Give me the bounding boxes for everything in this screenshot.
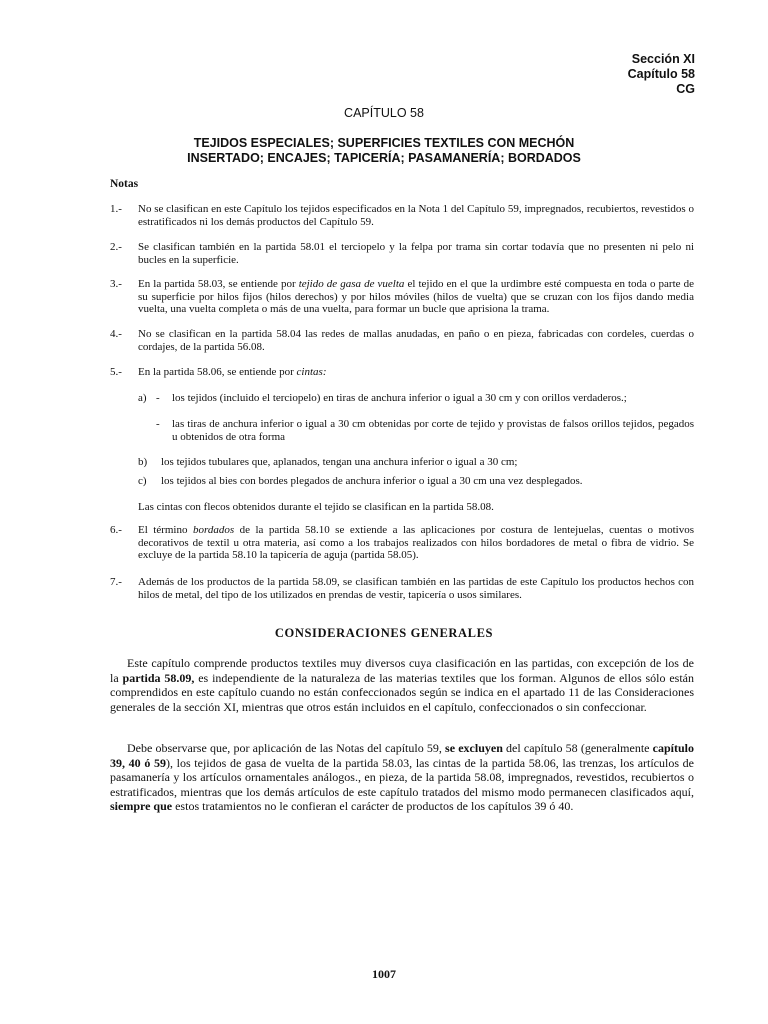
note-number: 6.- — [110, 524, 122, 536]
paragraph-2: Debe observarse que, por aplicación de las Notas del capítulo 59, se excluyen del capítulo 58 (generalmente capítulo 39, 40 ó 59), los tejidos de gasa de vuelta de la partida 58.03, las cintas de la partida 58.06, las trenzas, los artículos de pasamanería y los artículos ornamentales análogos., en pieza, de la partida 58.08, impregnados, revestidos, recubiertos o estratificados, mientras que los demás artículos de este capítulo tratados del mismo modo permanecen clasificados aquí, siempre que estos tratamientos no le confieran el carácter de productos de los capítulos 39 ó 40. — [110, 741, 694, 814]
note-5 — [110, 366, 694, 379]
page-number: 1007 — [372, 967, 396, 981]
note-number: 2.- — [110, 241, 122, 253]
item-a1-text: los tejidos (incluido el terciopelo) en tiras de anchura inferior o igual a 30 cm y con orillos verdaderos.; — [172, 392, 627, 404]
note-number: 4.- — [110, 328, 122, 340]
chapter-label: CAPÍTULO 58 — [344, 106, 424, 120]
note-number: 3.- — [110, 278, 122, 290]
note-6 — [110, 524, 694, 562]
title-line-1: TEJIDOS ESPECIALES; SUPERFICIES TEXTILES CON MECHÓN — [193, 136, 575, 150]
note-2 — [110, 241, 694, 266]
note-4 — [110, 328, 694, 353]
item-c-label: c) — [138, 475, 147, 487]
section-header — [628, 52, 695, 97]
term-gasa-de-vuelta: tejido de gasa de vuelta — [298, 278, 405, 290]
item-a1-dash: - — [156, 392, 160, 404]
item-a2-dash: - — [156, 418, 160, 430]
note-number: 7.- — [110, 576, 122, 588]
item-a2-text: las tiras de anchura inferior o igual a 30 cm obtenidas por corte de tejido y provistas de falsos orillos tejidos, pegados u obtenidos de otra forma — [172, 418, 694, 443]
paragraph-1: Este capítulo comprende productos textiles muy diversos cuya clasificación en las partidas, con excepción de los de la partida 58.09, es independiente de la naturaleza de las materias textiles que los forman. Algunos de ellos sólo están comprendidos en este capítulo cuando no están confeccionados según se indica en el apartado 11 de las Consideraciones generales de la sección XI, mientras que otros están incluidos en el capítulo, confeccionados o sin confeccionar. — [110, 656, 694, 714]
header-section: Sección XI — [631, 52, 695, 66]
general-considerations-heading: CONSIDERACIONES GENERALES — [274, 626, 494, 640]
term-cintas: cintas: — [296, 366, 327, 378]
note-number: 1.- — [110, 203, 122, 215]
note-text: En la partida 58.06, se entiende por cintas: — [138, 366, 327, 378]
note-text: Además de los productos de la partida 58.09, se clasifican también en las partidas de este Capítulo los productos hechos con hilos de metal, del tipo de los utilizados en prendas de vestir, tapicería o usos similares. — [138, 576, 694, 601]
note-text: No se clasifican en este Capítulo los tejidos especificados en la Nota 1 del Capítulo 59, impregnados, recubiertos, revestidos o estratificados ni los demás productos del Capítulo 59. — [138, 203, 694, 228]
note-1 — [110, 203, 694, 228]
item-b-label: b) — [138, 456, 148, 468]
note-text: El término bordados de la partida 58.10 se extiende a las aplicaciones por costura de lentejuelas, cuentas o motivos decorativos de textil u otra materia, así como a los trabajos realizados con hilos bordadores de metal o fibra de vidrio. Se excluye de la partida 58.10 la tapicería de aguja (partida 58.05). — [138, 524, 694, 561]
note-text: En la partida 58.03, se entiende por tejido de gasa de vuelta el tejido en el que la urdimbre esté compuesta en toda o parte de su superficie por hilos fijos (hilos derechos) y por hilos móviles (hilos de vuelta) que se cruzan con los fijos dando media vuelta, una vuelta completa o más de una vuelta, para formar un bucle que aprisiona la trama. — [138, 278, 694, 315]
notes-heading: Notas — [110, 178, 139, 190]
term-bordados: bordados — [192, 524, 235, 536]
note-number: 5.- — [110, 366, 122, 378]
item-c-text: los tejidos al bies con bordes plegados de anchura inferior o igual a 30 cm una vez desplegados. — [161, 475, 583, 487]
note-text: Se clasifican también en la partida 58.01 el terciopelo y la felpa por trama sin cortar todavía que no presenten ni pelo ni bucles en la superficie. — [138, 241, 694, 266]
item-b-text: los tejidos tubulares que, aplanados, tengan una anchura inferior o igual a 30 cm; — [161, 456, 518, 468]
item-a-label: a) — [138, 392, 147, 404]
note-5-closing: Las cintas con flecos obtenidos durante el tejido se clasifican en la partida 58.08. — [138, 501, 494, 513]
note-7 — [110, 576, 694, 601]
note-3 — [110, 278, 694, 316]
title-line-2: INSERTADO; ENCAJES; TAPICERÍA; PASAMANERÍA; BORDADOS — [187, 150, 581, 165]
header-cg: CG — [676, 82, 695, 96]
chapter-title — [0, 136, 768, 165]
note-text: No se clasifican en la partida 58.04 las redes de mallas anudadas, en paño o en pieza, fabricadas con cordeles, cuerdas o cordajes, de la partida 56.08. — [138, 328, 694, 353]
header-chapter: Capítulo 58 — [627, 67, 695, 81]
